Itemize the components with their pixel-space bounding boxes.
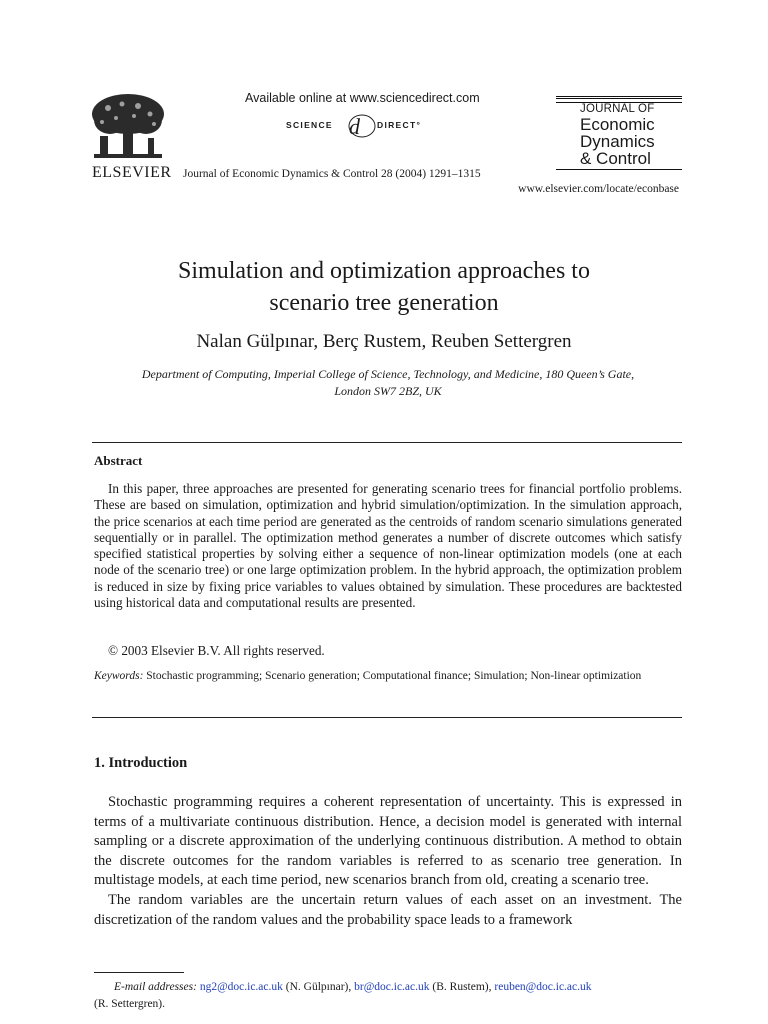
sciencedirect-logo-right: DIRECT° bbox=[377, 120, 422, 130]
journal-logo-line2: Dynamics bbox=[580, 132, 655, 151]
publisher-name: ELSEVIER bbox=[92, 164, 172, 181]
paper-title-line1: Simulation and optimization approaches to bbox=[178, 258, 590, 284]
sciencedirect-logo-left: SCIENCE bbox=[286, 120, 333, 130]
email-link-1[interactable]: ng2@doc.ic.ac.uk bbox=[199, 981, 283, 993]
elsevier-tree-logo bbox=[88, 90, 168, 166]
journal-logo-rule bbox=[556, 169, 682, 170]
email-owner-2: (B. Rustem), bbox=[429, 981, 495, 993]
journal-logo-line1: Economic bbox=[580, 115, 655, 134]
keywords-label: Keywords: bbox=[94, 670, 144, 682]
sciencedirect-circle-icon bbox=[344, 108, 380, 144]
email-owner-1: (N. Gülpınar), bbox=[282, 981, 355, 993]
abstract-text: In this paper, three approaches are presented for generating scenario trees for financial portfolio problems. These are based on simulation, optimization and hybrid simulation/optimization. In the simulation approach, the price scenarios at each time period are generated as the centroids of random scenario simulations generated sequentially or in parallel. The optimization method generates a number of discrete outcomes which satisfy specified statistical properties by solving either a sequence of non-linear optimization models (one at each node of the scenario tree) or one large optimization problem. In the hybrid approach, the optimization problem is reduced in size by fixing price variables to values obtained by simulation. These procedures are backtested using historical data and computational results are presented. bbox=[94, 481, 682, 611]
paper-authors: Nalan Gülpınar, Berç Rustem, Reuben Settergren bbox=[196, 331, 572, 352]
available-online-text: Available online at www.sciencedirect.com bbox=[245, 91, 480, 105]
abstract-top-rule bbox=[92, 442, 682, 443]
copyright-notice: © 2003 Elsevier B.V. All rights reserved. bbox=[108, 643, 325, 658]
email-owner-3: (R. Settergren). bbox=[94, 998, 166, 1010]
affiliation-line2: London SW7 2BZ, UK bbox=[334, 384, 442, 398]
abstract-bottom-rule bbox=[92, 717, 682, 718]
journal-logo-line3: & Control bbox=[580, 149, 651, 168]
sciencedirect-logo-mark: d bbox=[349, 114, 360, 139]
introduction-paragraph-2: The random variables are the uncertain return values of each asset on an investment. The discretization of the random values and the probability space leads to a framework bbox=[94, 891, 682, 928]
email-link-3[interactable]: reuben@doc.ic.ac.uk bbox=[494, 981, 592, 993]
email-link-2[interactable]: br@doc.ic.ac.uk bbox=[354, 981, 430, 993]
journal-url: www.elsevier.com/locate/econbase bbox=[518, 183, 679, 195]
section-heading-introduction: 1. Introduction bbox=[94, 755, 188, 771]
abstract-heading: Abstract bbox=[94, 453, 143, 468]
keywords-text: Stochastic programming; Scenario generation; Computational finance; Simulation; Non-linear optimization bbox=[146, 670, 642, 682]
abstract-body bbox=[94, 481, 682, 611]
footnote-emails bbox=[94, 979, 684, 1013]
affiliation-line1: Department of Computing, Imperial College of Science, Technology, and Medicine, 180 Queen’s Gate, bbox=[141, 367, 635, 381]
journal-logo-line0: JOURNAL OF bbox=[580, 103, 655, 115]
introduction-body bbox=[94, 793, 682, 930]
footnote-label: E-mail addresses: bbox=[114, 981, 197, 993]
footnote-rule bbox=[94, 972, 184, 973]
paper-title-line2: scenario tree generation bbox=[269, 290, 499, 316]
introduction-paragraph-1: Stochastic programming requires a coherent representation of uncertainty. This is expressed in terms of a multivariate continuous distribution. Hence, a decision model is generated with internal sampling or a discrete approximation of the underlying continuous distribution. A method to obtain the discrete outcomes for the random variables is referred to as scenario tree generation. In multistage models, at each time period, new scenarios branch from old, creating a scenario tree. bbox=[94, 794, 682, 889]
journal-citation: Journal of Economic Dynamics & Control 28 (2004) 1291–1315 bbox=[183, 168, 481, 180]
keywords bbox=[94, 668, 682, 684]
